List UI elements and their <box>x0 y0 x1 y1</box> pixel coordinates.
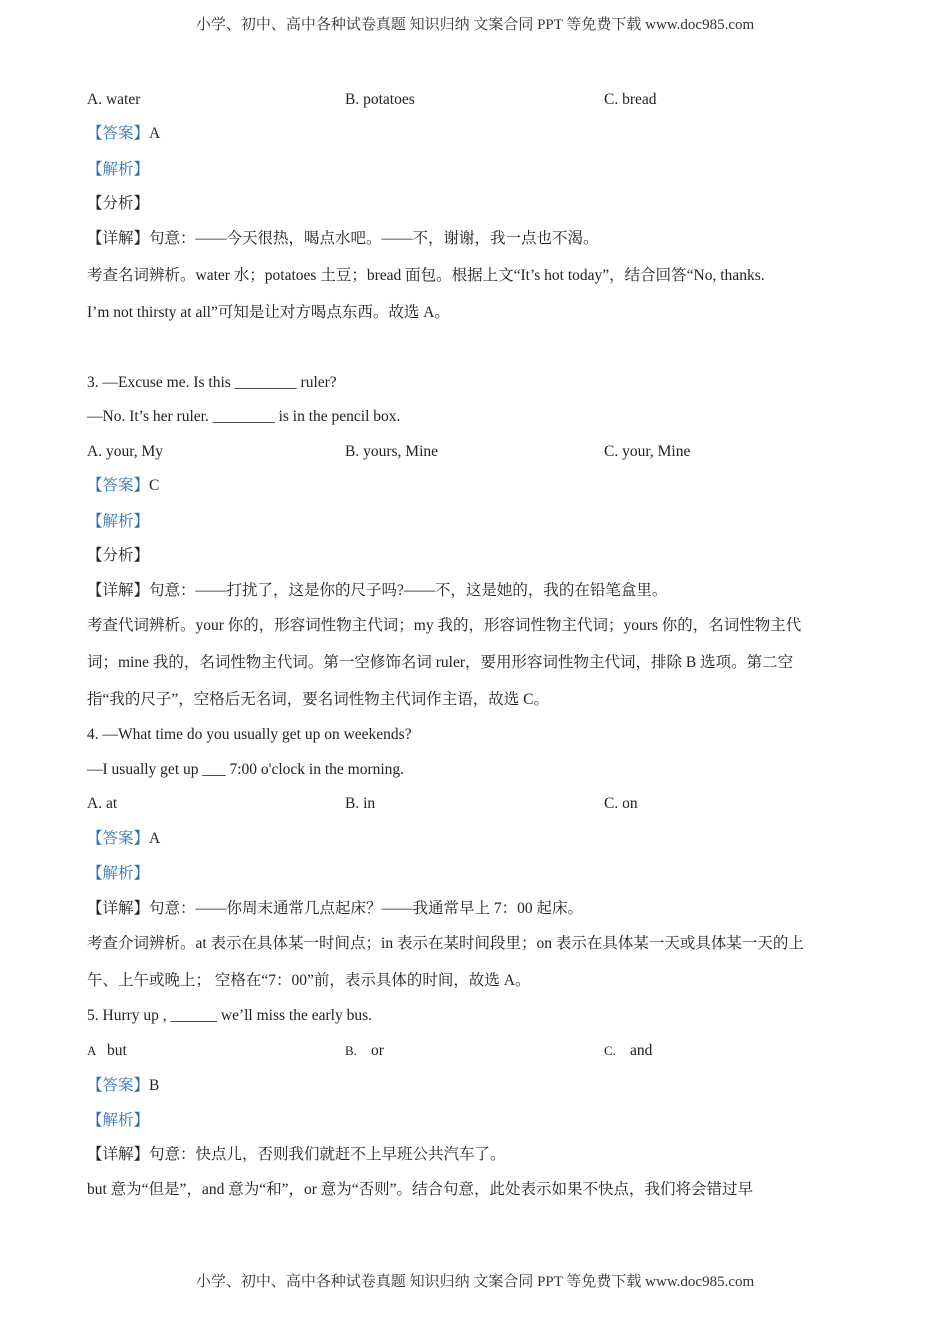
q4-option-b: B. in <box>345 795 376 812</box>
q3-stem-2: —No. It’s her ruler. ________ is in the pencil box. <box>87 408 401 425</box>
q4-detail-line <box>87 899 583 919</box>
q5-stem-1: 5. Hurry up , ______ we’ll miss the early bus. <box>87 1007 372 1024</box>
q3-breakdown-tag: 【分析】 <box>87 547 150 564</box>
detail-tag: 【详解】 <box>87 230 150 247</box>
q5-option-b-letter: B. <box>345 1043 357 1058</box>
q2-detail: 句意：——今天很热，喝点水吧。——不，谢谢，我一点也不渴。 <box>149 230 599 247</box>
q3-option-c: C. your, Mine <box>604 443 691 460</box>
q5-option-c-letter: C. <box>604 1043 616 1058</box>
page-header: 小学、初中、高中各种试卷真题 知识归纳 文案合同 PPT 等免费下载 www.doc985.com <box>195 17 755 33</box>
q3-option-a: A. your, My <box>87 443 164 460</box>
q5-option-a-text: but <box>107 1042 127 1059</box>
q3-detail-line <box>87 581 667 601</box>
detail-tag: 【详解】 <box>87 1146 150 1163</box>
q4-answer-line <box>87 829 160 849</box>
q3-analysis-tag: 【解析】 <box>87 513 150 530</box>
q4-option-c: C. on <box>604 795 638 812</box>
q5-detail-line <box>87 1145 506 1165</box>
q5-option-a-letter: A <box>87 1043 97 1058</box>
q4-stem-2: —I usually get up ___ 7:00 o'clock in the morning. <box>87 761 405 778</box>
q2-answer: A <box>149 125 161 142</box>
q2-detail-line <box>87 229 599 249</box>
q4-option-a: A. at <box>87 795 118 812</box>
q3-answer-line <box>87 476 159 496</box>
q2-option-a: A. water <box>87 91 141 108</box>
answer-tag: 【答案】 <box>87 125 150 142</box>
q2-analysis-tag: 【解析】 <box>87 161 150 178</box>
q4-explain-2: 午、上午或晚上； 空格在“7：00”前，表示具体的时间，故选 A。 <box>87 972 531 989</box>
page-footer: 小学、初中、高中各种试卷真题 知识归纳 文案合同 PPT 等免费下载 www.doc985.com <box>195 1274 755 1290</box>
q4-detail: 句意：——你周末通常几点起床？——我通常早上 7：00 起床。 <box>149 900 584 917</box>
q2-option-b: B. potatoes <box>345 91 415 108</box>
q5-explain-1: but 意为“但是”，and 意为“和”，or 意为“否则”。结合句意，此处表示如果不快点，我们将会错过早 <box>87 1181 754 1198</box>
q4-stem-1: 4. —What time do you usually get up on weekends? <box>87 726 412 743</box>
detail-tag: 【详解】 <box>87 900 150 917</box>
q5-option-c-text: and <box>630 1042 653 1059</box>
q3-stem-1: 3. —Excuse me. Is this ________ ruler? <box>87 374 337 391</box>
q5-detail: 句意：快点儿，否则我们就赶不上早班公共汽车了。 <box>149 1146 506 1163</box>
q4-analysis-tag: 【解析】 <box>87 865 150 882</box>
q5-option-a <box>87 1041 127 1061</box>
q2-option-c: C. bread <box>604 91 657 108</box>
q3-answer: C <box>149 477 160 494</box>
q2-breakdown-tag: 【分析】 <box>87 195 150 212</box>
q2-explain-1: 考查名词辨析。water 水；potatoes 土豆；bread 面包。根据上文“It’s hot today”，结合回答“No, thanks. <box>87 267 765 284</box>
q5-option-c <box>604 1041 652 1061</box>
q2-answer-line <box>87 124 160 144</box>
q5-answer: B <box>149 1077 160 1094</box>
q3-explain-3: 指“我的尺子”，空格后无名词，要名词性物主代词作主语，故选 C。 <box>87 691 549 708</box>
q5-answer-line <box>87 1076 159 1096</box>
q4-answer: A <box>149 830 161 847</box>
q5-option-b <box>345 1041 384 1061</box>
q3-option-b: B. yours, Mine <box>345 443 438 460</box>
q5-option-b-text: or <box>371 1042 384 1059</box>
q3-explain-1: 考查代词辨析。your 你的，形容词性物主代词；my 我的，形容词性物主代词；yours 你的，名词性物主代 <box>87 617 802 634</box>
q5-analysis-tag: 【解析】 <box>87 1112 150 1129</box>
q3-explain-2: 词；mine 我的，名词性物主代词。第一空修饰名词 ruler，要用形容词性物主代词，排除 B 选项。第二空 <box>87 654 794 671</box>
answer-tag: 【答案】 <box>87 830 150 847</box>
q4-explain-1: 考查介词辨析。at 表示在具体某一时间点；in 表示在某时间段里；on 表示在具体某一天或具体某一天的上 <box>87 935 804 952</box>
q3-detail: 句意：——打扰了，这是你的尺子吗?——不，这是她的，我的在铅笔盒里。 <box>149 582 668 599</box>
detail-tag: 【详解】 <box>87 582 150 599</box>
answer-tag: 【答案】 <box>87 1077 150 1094</box>
q2-explain-2: I’m not thirsty at all”可知是让对方喝点东西。故选 A。 <box>87 304 450 321</box>
answer-tag: 【答案】 <box>87 477 150 494</box>
